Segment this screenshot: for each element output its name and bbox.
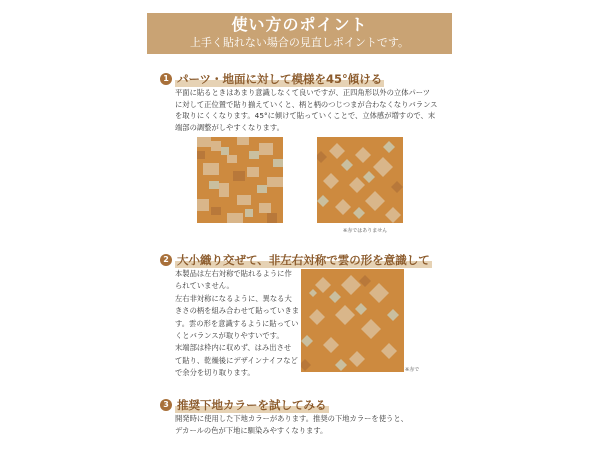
diagonal-pattern-sample	[317, 137, 403, 223]
body-line: 開発時に使用した下地カラーがあります。推奨の下地カラーを使うと、	[175, 414, 408, 423]
section-3-heading	[160, 397, 329, 413]
cloud-pattern-sample	[301, 269, 404, 372]
section-number-badge: 2	[160, 254, 172, 266]
section-3-body	[175, 413, 408, 436]
section-number-badge: 3	[160, 399, 172, 411]
header-banner	[147, 13, 452, 54]
straight-pattern-sample	[197, 137, 283, 223]
diagonal-pattern-graphic	[317, 137, 403, 223]
body-line: 本製品は左右対称で貼れるように作	[175, 269, 292, 278]
page-title: 使い方のポイント	[231, 15, 368, 34]
body-line: きさの柄を組み合わせて貼っていきま	[175, 306, 300, 316]
cloud-pattern-graphic	[301, 269, 404, 372]
body-line: で余分を切り取ります。	[175, 368, 255, 378]
section-number-badge: 1	[160, 73, 172, 85]
body-line: くとバランスが取りやすいです。	[175, 331, 284, 341]
section-1-heading	[160, 71, 384, 87]
section-2-heading	[160, 252, 432, 268]
body-line: 端部の調整がしやすくなります。	[175, 122, 284, 132]
page-subtitle: 上手く貼れない場合の見直しポイントです。	[189, 36, 410, 49]
body-line: 左右非対称になるように、異なる大	[175, 293, 292, 303]
body-line: デカールの色が下地に馴染みやすくなります。	[175, 425, 328, 435]
body-line: られていません。	[175, 281, 234, 291]
sample-caption: ※赤で	[405, 367, 420, 373]
sample-caption: ※赤ではありません	[343, 228, 388, 234]
body-line: す。雲の形を意識するように貼ってい	[175, 318, 299, 328]
section-3-title: 推奨下地カラーを試してみる	[177, 398, 327, 412]
section-1-title: パーツ・地面に対して模様を45°傾ける	[177, 72, 383, 86]
section-2-body	[175, 268, 299, 380]
section-1-body	[175, 87, 437, 133]
body-line: 末端部は枠内に収めず、はみ出させ	[175, 343, 292, 353]
section-2-title: 大小織り交ぜて、非左右対称で雲の形を意識して	[177, 253, 430, 267]
straight-pattern-graphic	[197, 137, 283, 223]
body-line: を取りにくくなります。45°に傾けて貼っていくことで、立体感が増すので、末	[175, 111, 436, 120]
body-line: 平面に貼るときはあまり意識しなくて良いですが、正四角形以外の立体パーツ	[175, 88, 431, 97]
body-line: て貼り、乾燥後にデザインナイフなど	[175, 355, 298, 365]
body-line: に対して正位置で貼り揃えていくと、柄と柄のつじつまが合わなくなりバランス	[175, 99, 438, 109]
